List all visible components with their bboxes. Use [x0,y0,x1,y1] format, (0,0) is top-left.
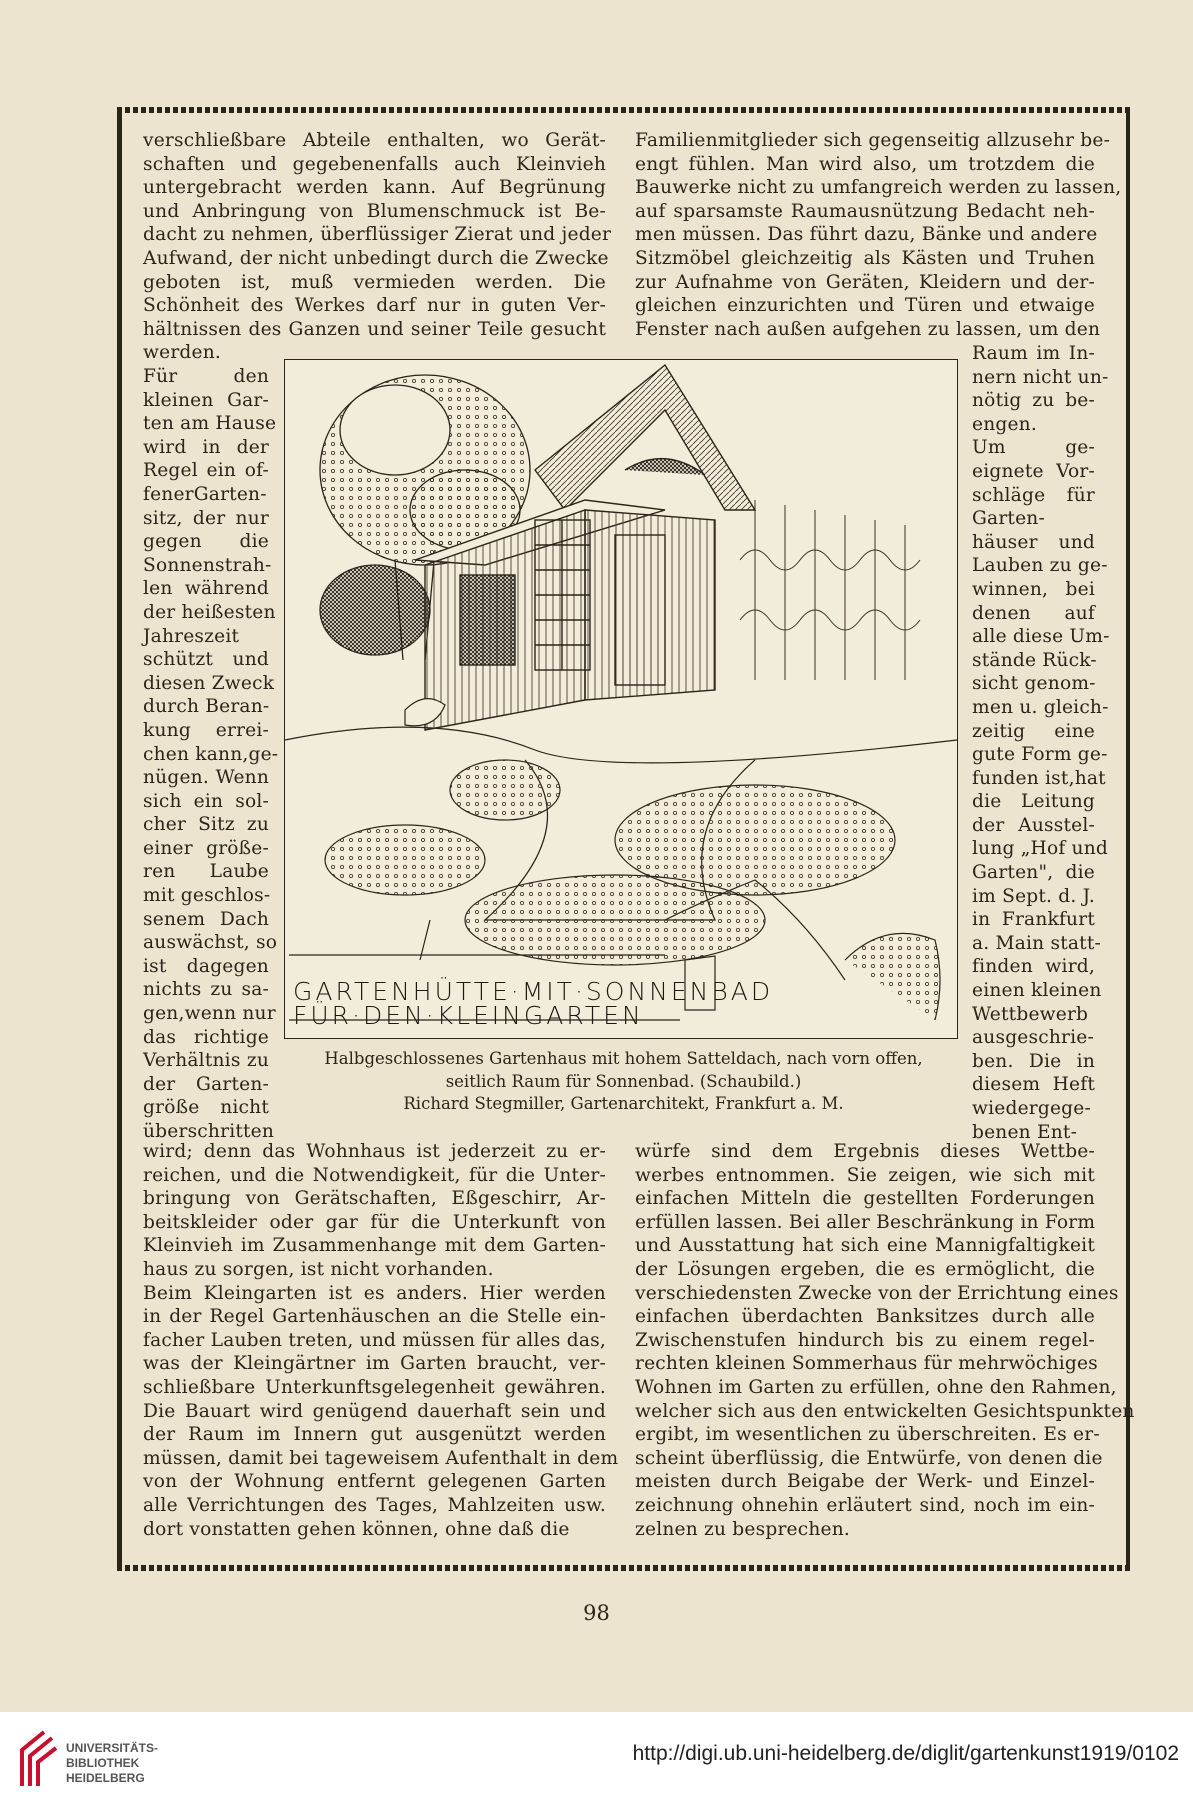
text-line: würfe sind dem Ergebnis dieses Wettbe- [635,1141,1095,1162]
text-line: Wettbewerb [972,1003,1089,1025]
text-line: Fenster nach außen aufgehen zu lassen, um den [635,318,1101,340]
garden-ground [285,699,957,1020]
text-line: ausgeschrie- [972,1027,1094,1049]
text-line: nichts zu sa- [143,979,269,1001]
text-line: nern nicht un- [972,366,1109,388]
text-line: haus zu sorgen, ist nicht vorhanden. [143,1258,494,1280]
text-line: scheint überflüssig, die Entwürfe, von denen die [635,1447,1103,1469]
caption-line-3: Richard Stegmiller, Gartenarchitekt, Frankfurt a. M. [403,1094,844,1113]
text-line: einfachen Mitteln die gestellten Forderungen [635,1188,1095,1210]
text-line: gleichen einzurichten und Türen und etwaige [635,295,1095,317]
bean-rows [740,500,920,680]
text-line: zeitig eine [972,720,1095,742]
text-line: Verhältnis zu [143,1050,269,1072]
text-line: verschiedensten Zwecke von der Errichtung eines [635,1282,1119,1304]
text-line: der Garten- [143,1073,269,1095]
text-line: und Ausstattung hat sich eine Mannigfaltigkeit [635,1235,1095,1257]
text-line: zeichnung ohnehin erläutert sind, noch im ein- [635,1494,1095,1516]
library-name-line-3: HEIDELBERG [66,1771,145,1785]
text-line: ten am Hause [143,413,277,435]
text-line: gen,wenn nur [143,1003,276,1025]
text-line: lung „Hof und [972,838,1108,860]
caption-line-2: seitlich Raum für Sonnenbad. (Schaubild.) [445,1071,802,1091]
text-line: diesem Heft [972,1074,1095,1096]
text-line: finden wird, [972,956,1095,978]
text-line: verschließbare Abteile enthalten, wo Gerät- [143,130,606,151]
text-line: größe nicht [143,1097,269,1119]
text-line: geboten ist, muß vermieden werden. Die [143,271,606,293]
text-line: mit geschlos- [143,885,271,907]
text-line: sitz, der nur [143,507,269,529]
text-line: gute Form ge- [972,744,1108,766]
text-line: Schönheit des Werkes darf nur in guten Ver- [143,295,606,317]
text-line: Die Bauart wird genügend dauerhaft sein und [143,1400,606,1422]
text-line: einen kleinen [972,980,1102,1002]
text-wrap-left [143,365,279,1144]
text-line: untergebracht werden kann. Auf Begrünung [143,177,606,199]
text-line: werbes entnommen. Sie zeigen, wie sich mit [635,1164,1095,1186]
text-line: denen auf [972,602,1095,624]
text-line: wird; denn das Wohnhaus ist jederzeit zu er- [143,1141,606,1162]
text-line: zur Aufnahme von Geräten, Kleidern und der- [635,271,1095,293]
text-line: Beim Kleingarten ist es anders. Hier werden [143,1282,606,1304]
text-line: Jahreszeit [143,625,240,647]
text-line: eignete Vor- [972,460,1095,482]
text-line: schaften und gegebenenfalls auch Kleinvieh [143,153,606,175]
text-line: nügen. Wenn [143,767,269,789]
text-line: kleinen Gar- [143,389,269,411]
text-line: einfachen überdachten Banksitzes durch alle [635,1306,1095,1328]
text-line: Wohnen im Garten zu erfüllen, ohne den Rahmen, [635,1376,1117,1398]
text-line: winnen, bei [972,578,1095,600]
illustration-title-line-1: GARTENHÜTTE·MIT·SONNENBAD [293,977,774,1006]
library-name-line-1: UNIVERSITÄTS- [66,1741,159,1755]
text-line: men müssen. Das führt dazu, Bänke und andere [635,224,1098,246]
text-line: engt fühlen. Man wird also, um trotzdem die [635,153,1095,175]
garden-house-illustration [284,359,958,1039]
text-line: ergibt, im wesentlichen zu überschreiten. Es er- [635,1424,1100,1446]
text-line: meisten durch Beigabe der Werk- und Einzel- [635,1471,1095,1493]
text-line: der Lösungen ergeben, die es ermöglicht, die [635,1258,1095,1280]
text-line: sicht genom- [972,673,1096,695]
text-line: Kleinvieh im Zusammenhange mit dem Garten- [143,1235,606,1257]
text-line: cher Sitz zu [143,814,269,836]
text-line: werden. [143,342,221,364]
figure-caption [296,1048,951,1116]
source-url-link[interactable]: http://digi.ub.uni-heidelberg.de/diglit/gartenkunst1919/0102 [632,1742,1179,1765]
text-line: auf sparsamste Raumausnützung Bedacht neh- [635,200,1095,222]
text-line: benen Ent- [972,1121,1078,1143]
text-line: von der Wohnung entfernt gelegenen Garten [143,1471,606,1493]
text-line: nötig zu be- [972,390,1095,412]
text-column-right-top [635,129,1122,341]
text-line: Familienmitglieder sich gegenseitig allzusehr be- [635,130,1111,151]
text-line: Sitzmöbel gleichzeitig als Kästen und Truhen [635,247,1095,269]
caption-line-1: Halbgeschlossenes Gartenhaus mit hohem Satteldach, nach vorn offen, [324,1049,923,1068]
page-number: 98 [583,1601,610,1625]
text-line: diesen Zweck [143,672,275,694]
library-logo-icon [16,1728,60,1790]
text-line: fenerGarten- [143,483,267,505]
text-line: auswächst, so [143,932,278,954]
library-name-line-2: BIBLIOTHEK [66,1756,140,1770]
text-line: ist dagegen [143,955,269,977]
text-line: überschritten [143,1121,275,1142]
text-line: stände Rück- [972,649,1097,671]
text-line: senem Dach [143,908,269,930]
illustration-title [293,977,774,1030]
text-line: erfüllen lassen. Bei aller Beschränkung in Form [635,1211,1096,1233]
garden-house-drawing [285,360,957,1038]
text-line: facher Lauben treten, und müssen für alles das, [143,1329,606,1351]
text-line: Sonnenstrah- [143,554,272,576]
text-line: wird in der [143,436,269,458]
text-line: ben. Die in [972,1050,1095,1072]
text-line: Bauwerke nicht zu umfangreich werden zu lassen, [635,177,1122,199]
text-line: ren Laube [143,861,269,883]
text-line: kung errei- [143,719,269,741]
text-line: a. Main statt- [972,932,1101,954]
text-line: beitskleider oder gar für die Unterkunft von [143,1211,606,1233]
text-line: bringung von Gerätschaften, Eßgeschirr, Ar- [143,1188,606,1210]
text-line: funden ist,hat [972,767,1106,789]
text-line: Für den [143,366,269,387]
text-line: die Leitung [972,791,1095,813]
text-line: der heißesten [143,601,276,623]
text-line: alle diese Um- [972,626,1110,648]
text-line: in Frankfurt [972,909,1095,931]
text-line: dort vonstatten gehen können, ohne daß die [143,1518,570,1540]
text-line: Lauben zu ge- [972,555,1108,577]
text-column-right-bottom [635,1140,1135,1541]
text-line: chen kann,ge- [143,743,279,765]
text-line: schließbare Unterkunftsgelegenheit gewähren. [143,1376,606,1398]
text-line: schläge für [972,484,1095,506]
text-line: durch Beran- [143,696,270,718]
library-name [66,1741,158,1786]
text-line: zelnen zu besprechen. [635,1518,851,1540]
text-line: Garten", die [972,862,1095,884]
text-line: dacht zu nehmen, überflüssiger Zierat und jeder [143,224,612,246]
text-line: hältnissen des Ganzen und seiner Teile gesucht [143,318,606,340]
text-column-left-bottom [143,1140,619,1541]
text-line: rechten kleinen Sommerhaus für mehrwöchiges [635,1353,1098,1375]
text-line: im Sept. d. J. [972,885,1095,907]
text-line: Um ge- [972,437,1095,459]
text-line: und Anbringung von Blumenschmuck ist Be- [143,200,606,222]
text-line: der Raum im Innern gut ausgenützt werden [143,1424,606,1446]
text-line: len während [143,578,269,600]
text-line: Regel ein of- [143,460,269,482]
text-line: häuser und [972,531,1095,553]
text-line: Zwischenstufen hindurch bis zu einem regel- [635,1329,1095,1351]
text-line: der Ausstel- [972,814,1095,836]
text-line: wiedergege- [972,1098,1091,1119]
text-wrap-right [972,342,1110,1144]
text-line: einer größe- [143,837,269,859]
text-line: gegen die [143,531,269,553]
text-line: welcher sich aus den entwickelten Gesichtspunkten [635,1400,1135,1422]
text-line: Garten- [972,508,1045,530]
text-line: reichen, und die Notwendigkeit, für die Unter- [143,1164,606,1186]
text-line: was der Kleingärtner im Garten braucht, ver- [143,1353,606,1375]
text-line: müssen, damit bei tageweisem Aufenthalt in dem [143,1447,619,1469]
text-line: das richtige [143,1026,269,1048]
text-line: men u. gleich- [972,696,1109,718]
text-line: schützt und [143,649,269,671]
text-line: alle Verrichtungen des Tages, Mahlzeiten usw. [143,1494,606,1516]
text-line: in der Regel Gartenhäuschen an die Stelle ein- [143,1306,606,1328]
text-column-left-top [143,129,612,365]
text-line: engen. [972,413,1037,435]
illustration-title-line-2: FÜR·DEN·KLEINGARTEN [293,1001,644,1030]
text-line: Raum im In- [972,343,1095,364]
text-line: Aufwand, der nicht unbedingt durch die Zwecke [143,247,609,269]
text-line: sich ein sol- [143,790,269,812]
